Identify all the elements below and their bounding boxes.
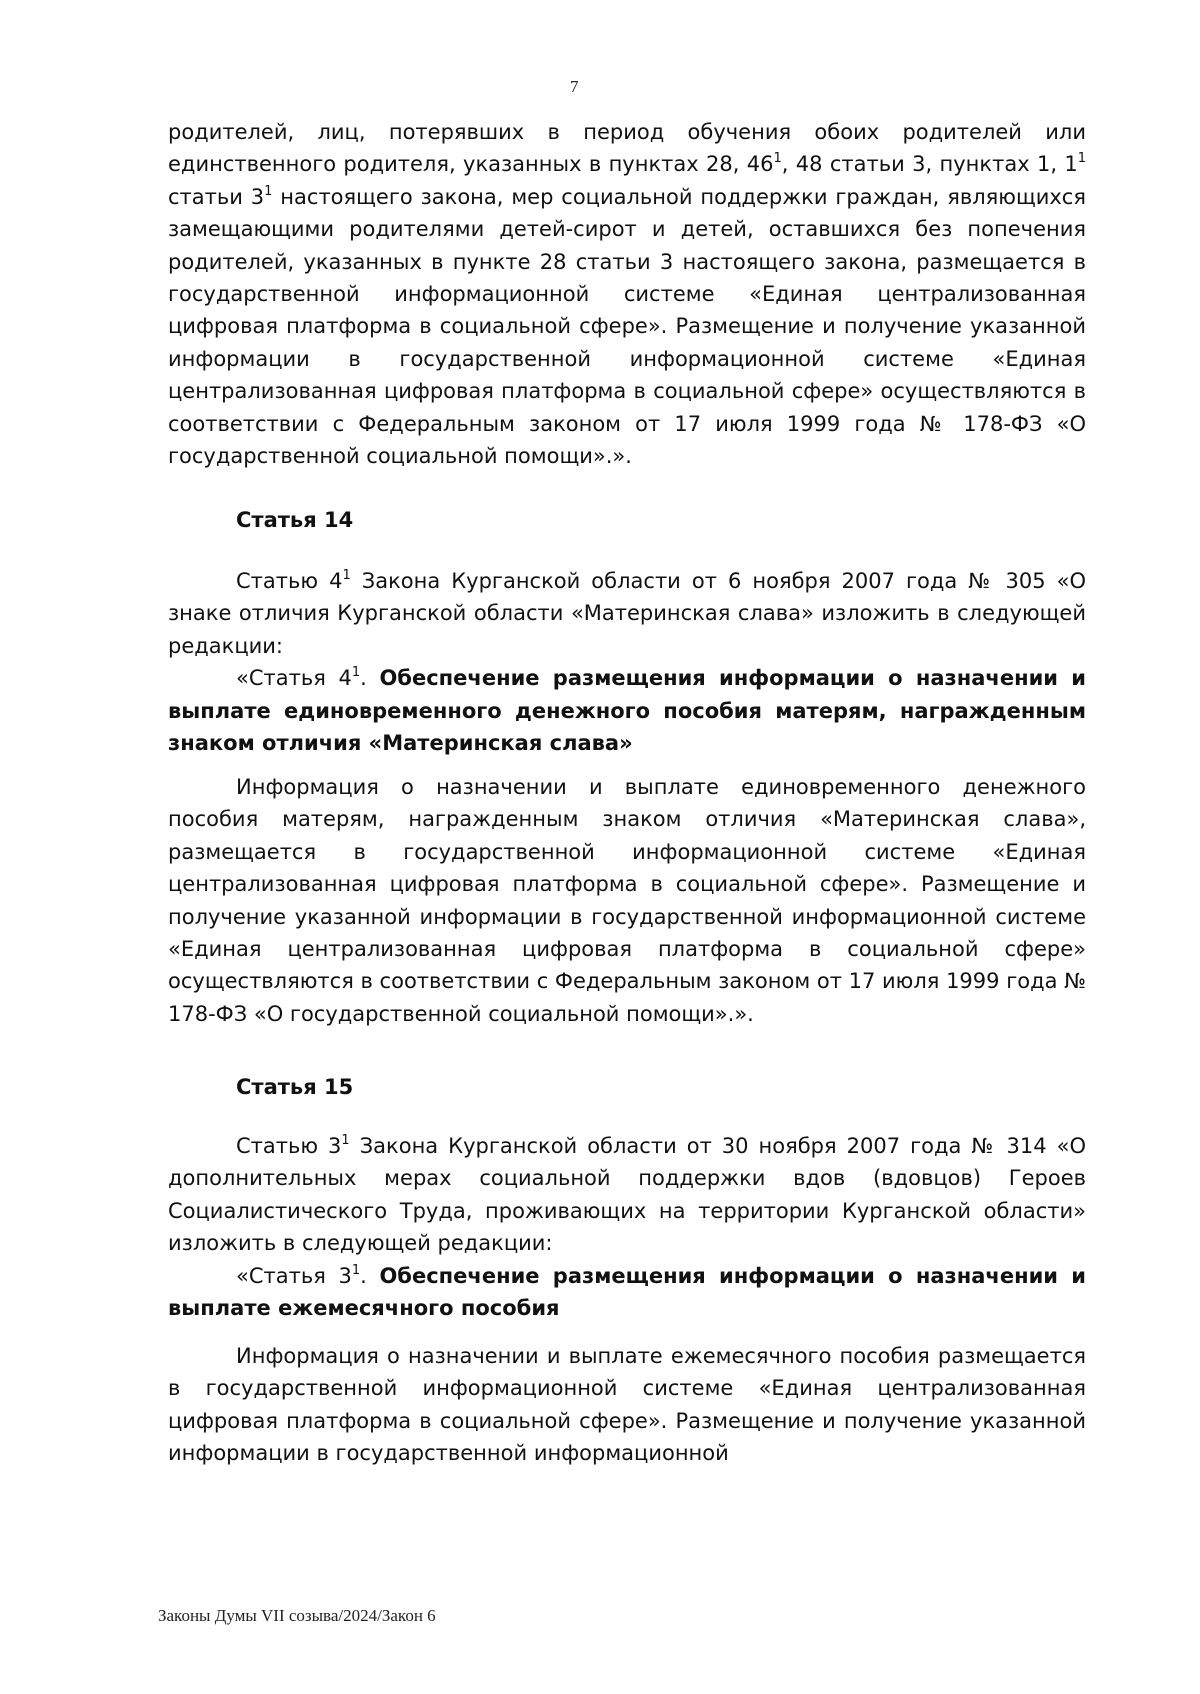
text-run: родителей, лиц, потерявших в период обучения обоих родителей или единственного родителя, указанных в пунктах 28, 46 <box>168 120 1086 177</box>
page-number: 7 <box>570 77 579 96</box>
article-14-heading: Статья 14 <box>236 508 354 532</box>
article-15-heading: Статья 15 <box>236 1075 354 1099</box>
article-15-body: Информация о назначении и выплате ежемесячного пособия размещается в государственной информационной системе «Единая централизованная цифровая платформа в социальной сфере». Размещение и получение указанной информации в государственной информационной <box>168 1344 1086 1466</box>
superscript: 1 <box>342 568 351 583</box>
footer: Законы Думы VII созыва/2024/Закон 6 <box>158 1606 436 1625</box>
article-14-content <box>168 565 1086 759</box>
superscript: 1 <box>264 183 273 199</box>
continuation-block <box>168 116 1086 472</box>
bold-title: Обеспечение размещения информации о назначении и выплате единовременного денежного пособия матерям, награжденным знаком отличия «Материнская слава» <box>168 666 1086 756</box>
bold-title: Обеспечение размещения информации о назначении и выплате ежемесячного пособия <box>168 1263 1086 1321</box>
superscript: 1 <box>773 151 782 167</box>
text-run: настоящего закона, мер социальной поддержки граждан, являющихся замещающими родителями детей-сирот и детей, оставшихся без попечения родителей, указанных в пункте 28 статьи 3 настоящего закона, размещается в государственной информационной системе «Единая централизованная цифровая платформа в социальной сфере». Размещение и получение указанной информации в государственной информационной системе «Единая централизованная цифровая платформа в социальной сфере» осуществляются в соответствии с Федеральным законом от 17 июля 1999 года № 178-ФЗ «О государственной социальной помощи».». <box>168 184 1086 469</box>
article-14-body: Информация о назначении и выплате единовременного денежного пособия матерям, награжденным знаком отличия «Материнская слава», размещается в государственной информационной системе «Единая централизованная цифровая платформа в социальной сфере». Размещение и получение указанной информации в государственной информационной системе «Единая централизованная цифровая платформа в социальной сфере» осуществляются в соответствии с Федеральным законом от 17 июля 1999 года № 178-ФЗ «О государственной социальной помощи».». <box>168 775 1086 1026</box>
text-run: . <box>360 666 380 691</box>
text-run: статьи 3 <box>168 184 265 209</box>
article-15-content <box>168 1130 1086 1324</box>
article-15-new-title <box>168 1260 1086 1325</box>
text-run: . <box>360 1263 380 1288</box>
text-run: Закона Курганской области от 30 ноября 2007 года № 314 «О дополнительных мерах социальной поддержки вдов (вдовцов) Героев Социалистического Труда, проживающих на территории Курганской области» изложить в следующей редакции: <box>168 1134 1086 1256</box>
article-15-intro <box>168 1130 1086 1260</box>
superscript: 1 <box>351 1262 361 1278</box>
article-14-body-block <box>168 771 1086 1030</box>
superscript: 1 <box>341 1133 350 1148</box>
superscript: 1 <box>351 665 361 681</box>
article-15 <box>168 1071 1086 1103</box>
article-14-intro <box>168 565 1086 662</box>
article-15-body-block <box>168 1340 1086 1470</box>
text-run: «Статья 3 <box>236 1263 352 1288</box>
text-run: «Статья 4 <box>236 666 352 691</box>
article-14 <box>168 504 1086 536</box>
text-run: , 48 статьи 3, пунктах 1, 1 <box>781 152 1078 177</box>
text-run: Статью 3 <box>236 1134 342 1158</box>
superscript: 1 <box>1077 151 1086 167</box>
article-14-new-title <box>168 662 1086 759</box>
text-run: Закона Курганской области от 6 ноября 2007 года № 305 «О знаке отличия Курганской области «Материнская слава» изложить в следующей редакции: <box>168 569 1087 658</box>
text-run: Статью 4 <box>236 569 343 593</box>
continuation-paragraph <box>168 116 1086 472</box>
